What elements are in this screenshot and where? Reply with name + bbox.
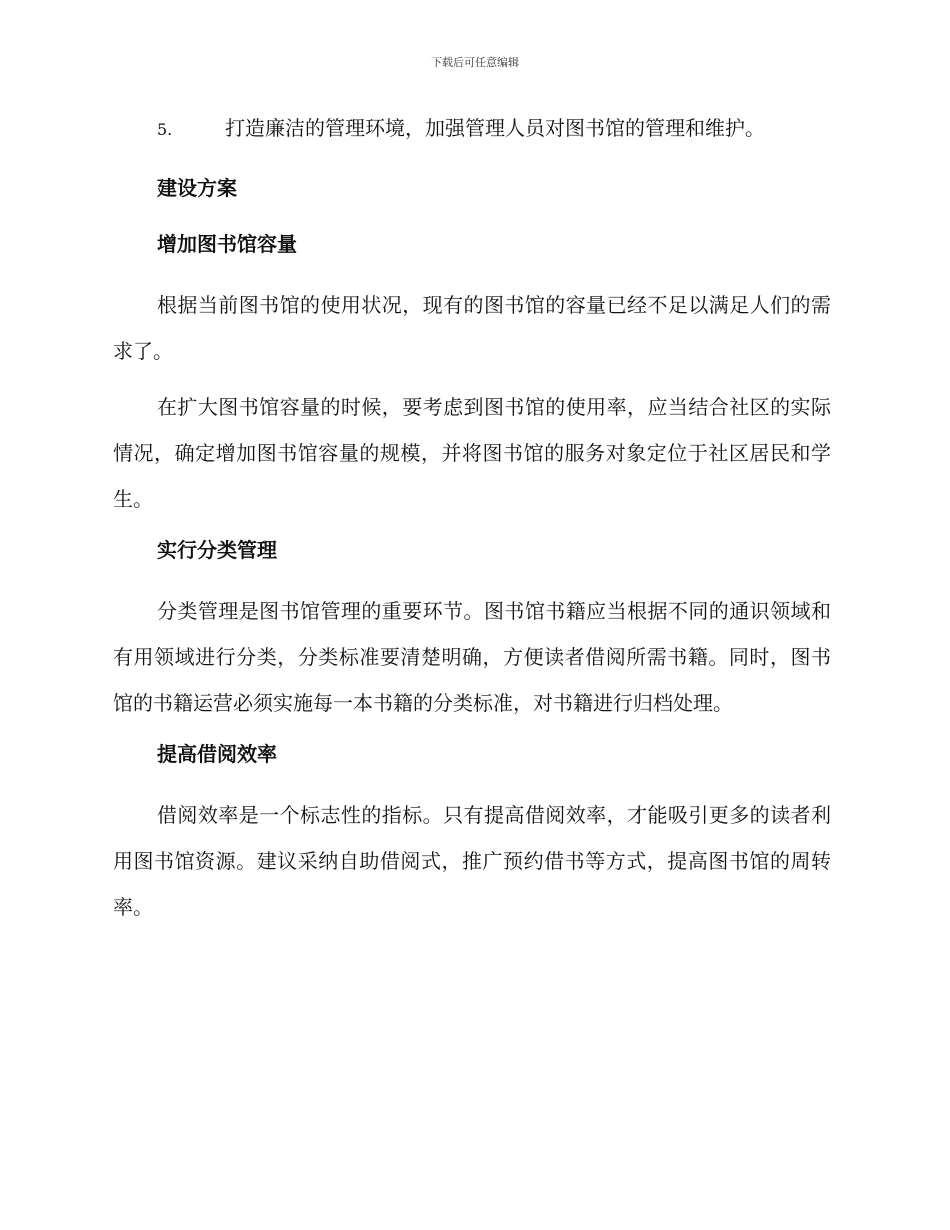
section-capacity — [113, 226, 831, 522]
paragraph: 分类管理是图书馆管理的重要环节。图书馆书籍应当根据不同的通识领域和有用领域进行分类，分类标准要清楚明确，方便读者借阅所需书籍。同时，图书馆的书籍运营必须实施每一本书籍的分类标准，对书籍进行归档处理。 — [113, 599, 831, 715]
list-item-5 — [113, 110, 831, 148]
paragraph: 根据当前图书馆的使用状况，现有的图书馆的容量已经不足以满足人们的需求了。 — [113, 293, 831, 363]
section-heading: 增加图书馆容量 — [157, 232, 297, 256]
list-item-number: 5. — [157, 120, 173, 139]
paragraph: 借阅效率是一个标志性的指标。只有提高借阅效率，才能吸引更多的读者利用图书馆资源。建议采纳自助借阅式，推广预约借书等方式，提高图书馆的周转率。 — [113, 803, 831, 919]
section-heading: 实行分类管理 — [157, 538, 277, 562]
section-title: 建设方案 — [157, 176, 237, 200]
section-heading: 提高借阅效率 — [157, 742, 277, 766]
list-item-text: 打造廉洁的管理环境，加强管理人员对图书馆的管理和维护。 — [225, 116, 765, 140]
page-header: 下载后可任意编辑 — [431, 56, 519, 69]
paragraph: 在扩大图书馆容量的时候，要考虑到图书馆的使用率，应当结合社区的实际情况，确定增加图书馆容量的规模，并将图书馆的服务对象定位于社区居民和学生。 — [113, 395, 831, 511]
section-classification — [113, 532, 831, 726]
section-borrowing — [113, 736, 831, 930]
document-body — [113, 110, 831, 940]
